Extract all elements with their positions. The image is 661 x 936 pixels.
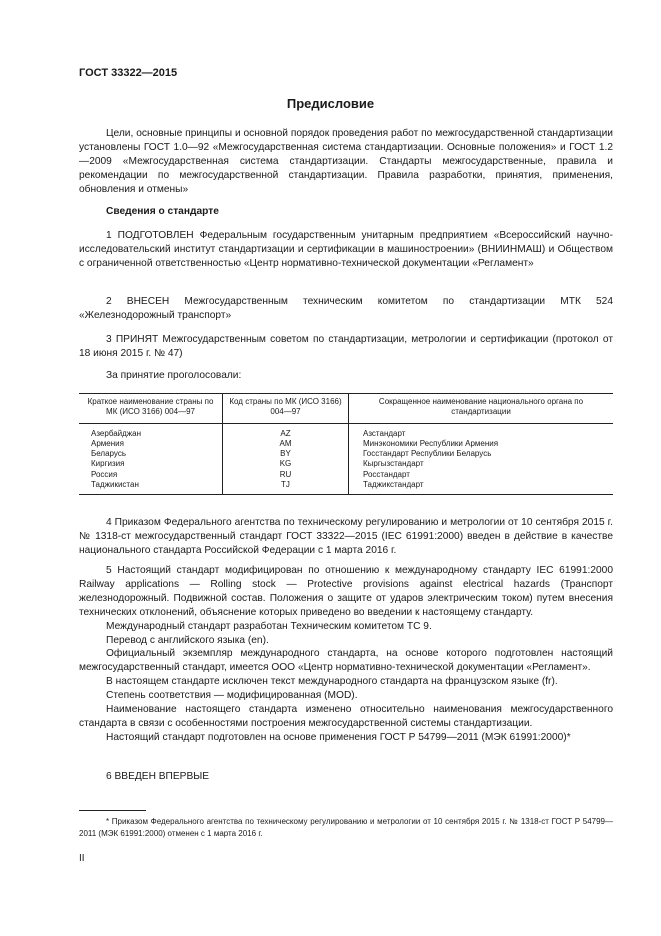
country-cell: Беларусь (79, 449, 223, 459)
code-cell: AM (223, 439, 349, 449)
page-number: II (79, 853, 85, 864)
footnote: * Приказом Федерального агентства по техническому регулированию и метрологии от 10 сентября 2015 г. № 1318-ст ГОСТ Р 54799—2011 (МЭК 61991:2000) отменен с 1 марта 2016 г. (79, 817, 613, 838)
code-cell: AZ (223, 423, 349, 439)
item-5-official-copy: Официальный экземпляр международного стандарта, на основе которого подготовлен настоящий межгосударственный стандарт, имеется ООО «Центр нормативно-технической документации «Регламент». (79, 648, 613, 674)
item-5-technical-committee: Международный стандарт разработан Техническим комитетом ТС 9. (106, 620, 432, 632)
country-cell: Таджикистан (79, 480, 223, 495)
header-national-body: Сокращенное наименование национального органа по стандартизации (349, 394, 614, 424)
header-country-name: Краткое наименование страны по МК (ИСО 3166) 004—97 (79, 394, 223, 424)
table-row (79, 439, 613, 449)
footnote-divider (79, 810, 146, 811)
body-cell: Кыргызстандарт (363, 459, 424, 469)
item-4-order: 4 Приказом Федерального агентства по техническому регулированию и метрологии от 10 сентября 2015 г. № 1318-ст межгосударственный стандарт ГОСТ 33322—2015 (IEC 61991:2000) введен в действие в качестве национального стандарта Российской Федерации с 1 марта 2016 г. (79, 517, 613, 556)
country-cell: Россия (79, 470, 223, 480)
item-5-conformity: Степень соответствия — модифицированная (MOD). (106, 690, 358, 702)
code-cell: RU (223, 470, 349, 480)
header-country-code: Код страны по МК (ИСО 3166) 004—97 (223, 394, 349, 424)
standard-id-header: ГОСТ 33322—2015 (79, 67, 178, 79)
page-title: Предисловие (286, 96, 375, 111)
table-row (79, 480, 613, 495)
intro-paragraph: Цели, основные принципы и основной порядок проведения работ по межгосударственной стандартизации установлены ГОСТ 1.0—92 «Межгосударственная система стандартизации. Основные положения» и ГОСТ 1.2—2009 «Межгосударственная система стандартизации. Стандарты межгосударственные, правила и рекомендации по межгосударственной стандартизации. Правила разработки, принятия, применения, обновления и отмены» (79, 128, 613, 195)
body-cell: Таджикстандарт (349, 480, 614, 495)
code-cell: BY (223, 449, 349, 459)
body-cell: Росстандарт (363, 469, 410, 479)
country-cell: Азербайджан (79, 423, 223, 439)
item-1-prepared: 1 ПОДГОТОВЛЕН Федеральным государственным унитарным предприятием «Всероссийский научно-исследовательский институт стандартизации и сертификации в машиностроении» (ВНИИНМАШ) и Обществом с ограниченной ответственностью «Центр нормативно-технической документации «Регламент» (79, 230, 613, 269)
country-cell: Киргизия (79, 459, 223, 469)
table-row (79, 449, 613, 459)
code-cell: TJ (223, 480, 349, 495)
body-cell: Минэкономики Республики Армения (363, 438, 499, 448)
code-cell: KG (223, 459, 349, 469)
table-header-row (79, 394, 613, 424)
item-5-block (79, 564, 613, 745)
country-cell: Армения (79, 439, 223, 449)
item-2-introduced: 2 ВНЕСЕН Межгосударственным техническим комитетом по стандартизации МТК 524 «Железнодорожный транспорт» (79, 296, 613, 321)
table-row (79, 423, 613, 439)
voting-table (79, 393, 613, 495)
item-5-translation: Перевод с английского языка (en). (106, 634, 269, 646)
table-row (79, 459, 613, 469)
body-cell: Госстандарт Республики Беларусь (363, 449, 492, 459)
item-5-excluded-text: В настоящем стандарте исключен текст международного стандарта на французском языке (fr). (106, 676, 558, 688)
item-5-name-changed: Наименование настоящего стандарта изменено относительно наименования межгосударственного стандарта в связи с особенностями построения межгосударственной системы стандартизации. (79, 704, 613, 729)
item-5-modification: 5 Настоящий стандарт модифицирован по отношению к международному стандарту IEC 61991:2000 Railway applications — Rolling stock — Protective provisions against electrical hazards (Транспорт железнодорожный. Подвижной состав. Положения о защите от ударов электрическим током) путем внесения технических отклонений, объяснение которых приведено во введении к настоящему стандарту. (79, 565, 613, 618)
vote-caption: За принятие проголосовали: (106, 370, 242, 381)
item-5-based-on: Настоящий стандарт подготовлен на основе применения ГОСТ Р 54799—2011 (МЭК 61991:2000)* (106, 731, 571, 743)
info-heading: Сведения о стандарте (106, 206, 219, 217)
item-3-adopted: 3 ПРИНЯТ Межгосударственным советом по стандартизации, метрологии и сертификации (протокол от 18 июня 2015 г. № 47) (79, 334, 613, 359)
item-6-first-introduced: 6 ВВЕДЕН ВПЕРВЫЕ (106, 771, 210, 782)
table-row (79, 470, 613, 480)
body-cell: Азстандарт (363, 428, 406, 438)
